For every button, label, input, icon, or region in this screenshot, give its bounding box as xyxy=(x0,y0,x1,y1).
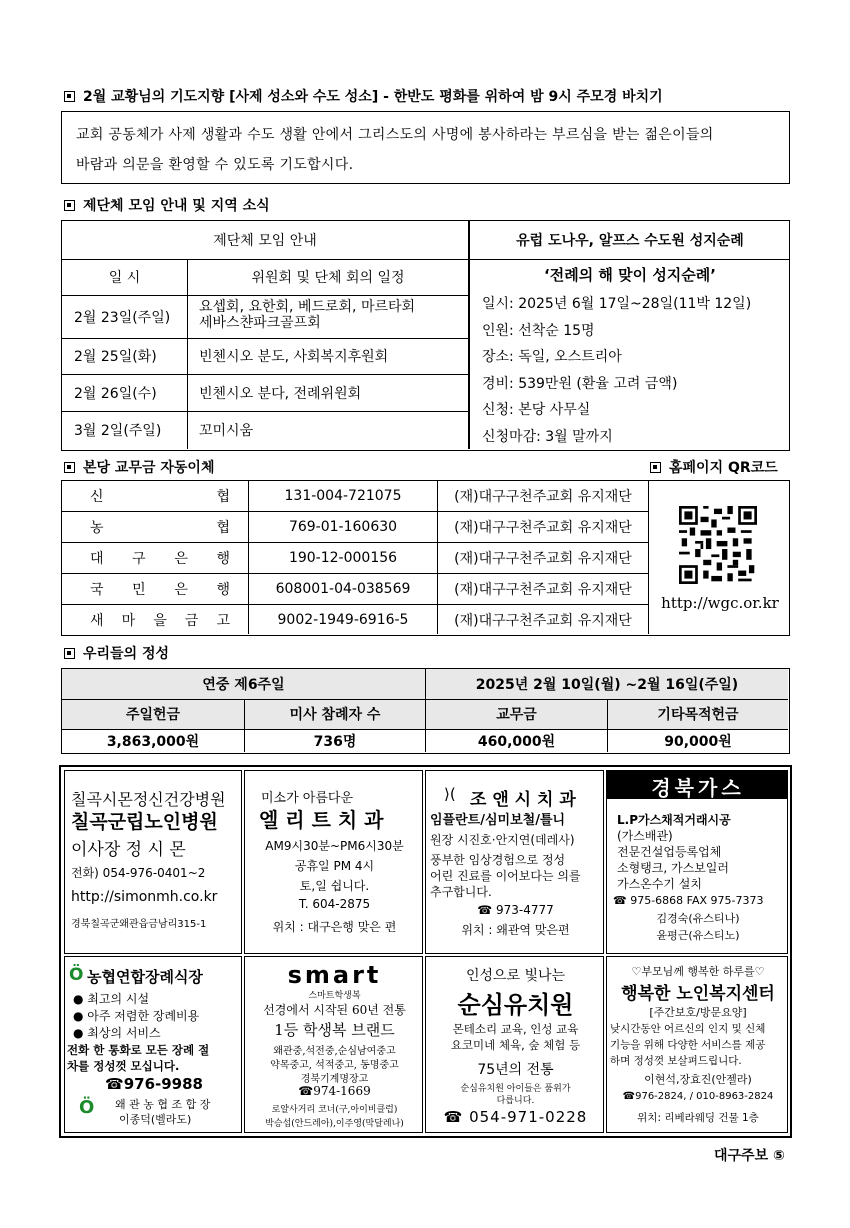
schedule-detail: 꼬미시움 xyxy=(199,423,254,439)
ad-text: T. 604-2875 xyxy=(298,897,371,911)
bank-name: 대 구 은 행 xyxy=(90,551,230,567)
offering-table xyxy=(61,668,790,754)
ad-text: 경북가스 xyxy=(651,776,745,800)
ad-text: 박승섭(안드레아),이주영(막달레나) xyxy=(265,1119,404,1129)
ad-text: 조 앤 시 치 과 xyxy=(470,790,576,810)
col-schedule-header: 위원회 및 단체 회의 일정 xyxy=(251,270,405,286)
ad-text: ☎ 054-971-0228 xyxy=(443,1108,588,1126)
ad-text: 소형탱크, 가스보일러 xyxy=(617,861,729,875)
ad-text: 경북칠곡군왜관읍금남리315-1 xyxy=(71,919,207,930)
prayer-line-1: 교회 공동체가 사제 생활과 수도 생활 안에서 그리스도의 사명에 봉사하라는 부르심을 받는 젊은이들의 xyxy=(76,127,714,143)
ad-text: 75년의 전통 xyxy=(477,1062,554,1078)
ad-text: 미소가 아름다운 xyxy=(261,791,354,806)
ad-text: 왜관중,석전중,순심남여중고 xyxy=(273,1046,396,1057)
offering-header: 기타목적헌금 xyxy=(657,707,739,723)
ad-text: 이종덕(벨라도) xyxy=(119,1113,192,1126)
offering-week: 연중 제6주일 xyxy=(202,677,285,693)
bank-owner: (재)대구구천주교회 유지재단 xyxy=(454,612,632,629)
bank-account: 190-12-000156 xyxy=(288,550,398,566)
ad-text: 요코미네 체육, 숲 체험 등 xyxy=(450,1038,581,1052)
schedule-date: 2월 23일(주일) xyxy=(74,309,171,326)
ad-text: 위치 : 왜관역 맞은편 xyxy=(461,923,570,937)
ad-text: 김경숙(유스티나) xyxy=(656,912,740,925)
qr-title: 홈페이지 QR코드 xyxy=(669,460,778,476)
ad-link[interactable]: http://simonmh.co.kr xyxy=(71,889,218,905)
schedule-date: 3월 2일(주일) xyxy=(74,423,162,439)
ad-text: 풍부한 임상경험으로 정성 xyxy=(430,853,566,867)
schedule-detail: 빈첸시오 분도, 사회복지후원회 xyxy=(199,349,389,365)
ad-text: 행복한 노인복지센터 xyxy=(621,984,775,1004)
pilgrimage-item: 장소: 독일, 오스트리아 xyxy=(482,349,622,365)
ad-text: ♡부모님께 행복한 하루를♡ xyxy=(631,965,765,978)
schedule-detail: 빈첸시오 분다, 전례위원회 xyxy=(199,385,362,402)
ad-text: ● 아주 저렴한 장례비용 xyxy=(73,1009,200,1023)
ad-text: ☎ 975-6868 FAX 975-7373 xyxy=(613,894,764,907)
offering-value: 460,000원 xyxy=(477,734,556,750)
groups-left-header: 제단체 모임 안내 xyxy=(213,233,317,249)
ad-text: 토,일 쉽니다. xyxy=(299,879,370,893)
ad-text: ☎976-2824, / 010-8963-2824 xyxy=(622,1091,774,1102)
pilgrimage-item: 인원: 선착순 15명 xyxy=(482,322,595,339)
ad-text: ● 최상의 서비스 xyxy=(73,1026,161,1040)
pilgrimage-item: 신청: 본당 사무실 xyxy=(482,402,591,418)
offering-value: 3,863,000원 xyxy=(106,734,200,750)
offering-header: 교무금 xyxy=(496,707,537,723)
pilgrimage-item: 일시: 2025년 6월 17일~28일(11박 12일) xyxy=(482,296,752,312)
ad-text: 이현석,장효진(안젤라) xyxy=(644,1073,752,1086)
prayer-line-2: 바람과 의문을 환영할 수 있도록 기도합시다. xyxy=(76,157,354,173)
ad-text: 선경에서 시작된 60년 전통 xyxy=(263,1003,406,1017)
ad-text: ☎976-9988 xyxy=(105,1075,203,1093)
square-bullet-icon xyxy=(650,462,661,473)
offering-title: 우리들의 정성 xyxy=(83,646,170,662)
ad-text: 기능을 위해 다양한 서비스를 제공 xyxy=(610,1039,766,1051)
qr-url[interactable]: http://wgc.or.kr xyxy=(661,594,779,612)
ad-text: 1등 학생복 브랜드 xyxy=(274,1021,395,1039)
bank-account: 9002-1949-6916-5 xyxy=(277,611,409,628)
ad-text: 스마트학생복 xyxy=(308,991,361,1001)
page-footer xyxy=(714,1145,785,1165)
ad-text: 하며 정성껏 보살펴드립니다. xyxy=(610,1055,742,1067)
nh-logo-icon: Ö xyxy=(79,1097,95,1118)
bank-owner: (재)대구구천주교회 유지재단 xyxy=(454,520,632,536)
groups-table xyxy=(61,220,790,451)
ad-text: 윤평근(유스티노) xyxy=(656,929,740,942)
square-bullet-icon xyxy=(64,200,75,211)
ad-text: ☎974-1669 xyxy=(298,1084,371,1098)
ad-text: 차를 정성껏 모십니다. xyxy=(67,1059,180,1073)
ad-text: 어린 진료를 이어보다는 의를 xyxy=(430,869,581,883)
ad-text: 원장 시진호·안지연(데레사) xyxy=(430,833,575,847)
pilgrimage-details xyxy=(482,291,751,450)
bank-account: 769-01-160630 xyxy=(288,519,398,535)
ad-hospital xyxy=(64,770,242,954)
ad-text: L.P가스채적거래시공 xyxy=(617,813,731,827)
groups-heading xyxy=(64,195,270,215)
pilgrimage-subtitle: ‘전례의 해 맞이 성지순례’ xyxy=(544,265,716,284)
tooth-icon: ⟩( xyxy=(444,785,456,803)
offering-value: 736명 xyxy=(313,734,357,750)
ad-kindergarten xyxy=(425,956,604,1133)
square-bullet-icon xyxy=(64,648,75,659)
footer-text: 대구주보 xyxy=(714,1148,769,1164)
ad-text: 다릅니다. xyxy=(496,1096,535,1106)
ad-text: 약목중고, 석적중고, 동명중고 xyxy=(270,1060,399,1071)
schedule-detail: 요셉회, 요한회, 베드로회, 마르타회 세바스챤파크골프회 xyxy=(199,299,416,331)
ad-dental-joansi xyxy=(425,770,604,954)
offering-heading xyxy=(64,643,169,663)
ad-text: (가스배관) xyxy=(617,829,673,843)
ad-text: AM9시30분~PM6시30분 xyxy=(265,839,404,853)
bank-owner: (재)대구구천주교회 유지재단 xyxy=(454,551,632,567)
ad-text: 농협연합장례식장 xyxy=(87,968,203,986)
ad-text: 왜 관 농 협 조 합 장 xyxy=(115,1098,211,1111)
bank-account: 608001-04-038569 xyxy=(275,581,411,597)
offering-header: 미사 참례자 수 xyxy=(289,707,381,723)
ad-text: 인성으로 빛나는 xyxy=(465,968,566,984)
col-date-header: 일 시 xyxy=(108,270,141,286)
ad-text: 전화 한 통화로 모든 장례 절 xyxy=(67,1043,210,1057)
ad-dental-elite xyxy=(244,770,423,954)
ad-text: 추구합니다. xyxy=(430,885,492,899)
prayer-heading xyxy=(64,86,663,106)
ad-text: 엘 리 트 치 과 xyxy=(259,808,384,832)
ad-text: 순심유치원 아이들은 품위가 xyxy=(460,1084,571,1094)
ad-text: 위치: 리베라웨딩 건물 1층 xyxy=(637,1112,759,1124)
ad-funeral xyxy=(64,956,242,1133)
offering-value: 90,000원 xyxy=(664,734,732,750)
ad-text: 칠곡군립노인병원 xyxy=(71,811,218,833)
bank-name: 국 민 은 행 xyxy=(90,582,230,598)
bank-name: 새 마 을 금 고 xyxy=(90,612,230,629)
ad-text: 전문건설업등록업체 xyxy=(617,845,722,859)
transfer-heading xyxy=(64,457,214,477)
bank-owner: (재)대구구천주교회 유지재단 xyxy=(454,489,632,505)
ad-gas xyxy=(606,770,788,954)
ad-text: 몬테소리 교육, 인성 교육 xyxy=(452,1022,579,1036)
schedule-date: 2월 25일(화) xyxy=(74,349,157,365)
offering-header: 주일헌금 xyxy=(125,707,181,723)
ad-text: 전화) 054-976-0401~2 xyxy=(71,866,206,880)
ad-smart-uniform xyxy=(244,956,423,1133)
bank-account: 131-004-721075 xyxy=(284,488,402,504)
schedule-date: 2월 26일(수) xyxy=(74,385,157,402)
ad-text: 위치 : 대구은행 맞은 편 xyxy=(272,920,397,934)
square-bullet-icon xyxy=(64,91,75,102)
ad-text: 낮시간동안 어르신의 인지 및 신체 xyxy=(610,1023,766,1035)
ad-text: 이사장 정 시 몬 xyxy=(71,840,186,860)
bank-name: 농 협 xyxy=(90,520,230,536)
page-number: ⑤ xyxy=(772,1148,785,1164)
ad-text: 경북기계명장고 xyxy=(300,1074,369,1085)
prayer-box xyxy=(61,111,790,184)
ad-text: 로얄사거리 코너(구,아이비클럽) xyxy=(271,1105,398,1115)
ad-text: 칠곡시몬정신건강병원 xyxy=(71,790,226,809)
smart-logo: smart xyxy=(287,961,382,989)
ad-welfare-center xyxy=(606,956,788,1133)
prayer-title: 2월 교황님의 기도지향 [사제 성소와 수도 성소] - 한반도 평화를 위하여 밤 9시 주모경 바치기 xyxy=(83,89,663,105)
pilgrimage-item: 경비: 539만원 (환율 고려 금액) xyxy=(482,375,678,392)
ad-text: ● 최고의 시설 xyxy=(73,992,150,1006)
qr-code-icon[interactable] xyxy=(679,506,757,584)
ad-text: 공휴일 PM 4시 xyxy=(294,859,375,873)
ad-text: [주간보호/방문요양] xyxy=(649,1006,747,1019)
bank-name: 신 협 xyxy=(90,489,230,505)
pilgrimage-item: 신청마감: 3월 말까지 xyxy=(482,428,613,445)
ad-text: 가스온수기 설치 xyxy=(617,877,702,891)
square-bullet-icon xyxy=(64,462,75,473)
ad-text: 순심유치원 xyxy=(457,991,574,1019)
bank-owner: (재)대구구천주교회 유지재단 xyxy=(454,582,632,598)
ad-text: ☎ 973-4777 xyxy=(477,903,554,917)
transfer-table xyxy=(61,480,790,636)
offering-period: 2025년 2월 10일(월) ~2월 16일(주일) xyxy=(475,677,739,693)
nh-logo-icon: Ö xyxy=(69,965,84,985)
ad-text: 임플란트/심미보철/틀니 xyxy=(430,813,566,828)
groups-title: 제단체 모임 안내 및 지역 소식 xyxy=(83,198,270,214)
transfer-title: 본당 교무금 자동이체 xyxy=(83,460,215,476)
pilgrimage-title: 유럽 도나우, 알프스 수도원 성지순례 xyxy=(516,233,744,249)
qr-heading xyxy=(650,457,778,477)
